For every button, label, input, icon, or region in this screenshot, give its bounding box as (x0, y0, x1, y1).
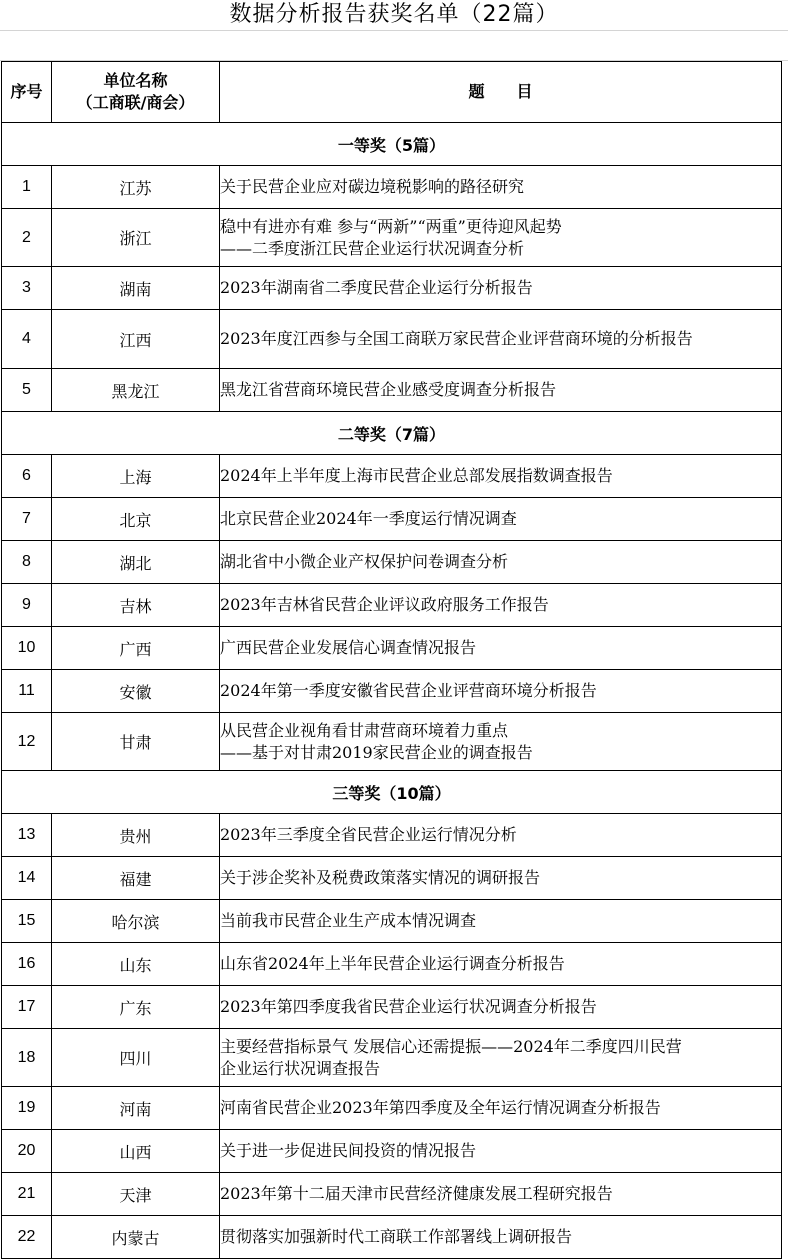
table-row (2, 814, 782, 857)
row-number: 16 (2, 943, 52, 986)
row-unit: 四川 (52, 1029, 220, 1087)
row-number: 17 (2, 986, 52, 1029)
row-unit: 安徽 (52, 670, 220, 713)
row-number: 12 (2, 713, 52, 771)
header-unit-line1: 单位名称 (103, 71, 168, 90)
document-title: 数据分析报告获奖名单（22篇） (229, 2, 559, 27)
row-number: 5 (2, 369, 52, 412)
table-row (2, 943, 782, 986)
row-title-line: 从民营企业视角看甘肃营商环境着力重点 (220, 720, 509, 740)
section-header-row (2, 412, 782, 455)
row-unit: 湖南 (52, 267, 220, 310)
row-number: 1 (2, 166, 52, 209)
row-title-line: 河南省民营企业2023年第四季度及全年运行情况调查分析报告 (220, 1098, 661, 1117)
row-unit: 哈尔滨 (52, 900, 220, 943)
row-title (220, 900, 782, 943)
table-row (2, 670, 782, 713)
row-unit: 山东 (52, 943, 220, 986)
row-title-line: 黑龙江省营商环境民营企业感受度调查分析报告 (220, 380, 557, 399)
row-title (220, 166, 782, 209)
row-title (220, 627, 782, 670)
table-row (2, 627, 782, 670)
table-row (2, 541, 782, 584)
row-number: 19 (2, 1087, 52, 1130)
row-number: 10 (2, 627, 52, 670)
row-title-line: 关于涉企奖补及税费政策落实情况的调研报告 (220, 868, 541, 887)
row-number: 7 (2, 498, 52, 541)
row-title-line: 贯彻落实加强新时代工商联工作部署线上调研报告 (220, 1227, 573, 1246)
section-header-row (2, 123, 782, 166)
row-title-line: 山东省2024年上半年民营企业运行调查分析报告 (220, 954, 565, 973)
row-title-line: 2023年湖南省二季度民营企业运行分析报告 (220, 278, 533, 297)
table-row (2, 455, 782, 498)
row-unit: 北京 (52, 498, 220, 541)
row-title (220, 713, 782, 771)
row-unit: 广西 (52, 627, 220, 670)
row-title-line: 湖北省中小微企业产权保护问卷调查分析 (220, 552, 509, 571)
table-row (2, 1216, 782, 1259)
row-title (220, 267, 782, 310)
row-title (220, 369, 782, 412)
awards-table (1, 61, 782, 1259)
header-unit (52, 62, 220, 123)
row-title (220, 1130, 782, 1173)
table-row (2, 900, 782, 943)
table-row (2, 584, 782, 627)
row-unit: 山西 (52, 1130, 220, 1173)
table-row (2, 310, 782, 369)
row-unit: 福建 (52, 857, 220, 900)
table-row (2, 209, 782, 267)
row-unit: 内蒙古 (52, 1216, 220, 1259)
table-row (2, 1087, 782, 1130)
row-number: 6 (2, 455, 52, 498)
row-title (220, 310, 782, 369)
row-number: 11 (2, 670, 52, 713)
row-number: 4 (2, 310, 52, 369)
row-title-line: 北京民营企业2024年一季度运行情况调查 (220, 509, 517, 528)
row-title-line: ——基于对甘肃2019家民营企业的调查报告 (220, 742, 533, 762)
row-number: 2 (2, 209, 52, 267)
row-unit: 甘肃 (52, 713, 220, 771)
row-title (220, 584, 782, 627)
row-title (220, 541, 782, 584)
row-unit: 黑龙江 (52, 369, 220, 412)
row-title (220, 1173, 782, 1216)
header-title: 题 目 (220, 62, 782, 123)
table-row (2, 267, 782, 310)
row-title-line: 2023年三季度全省民营企业运行情况分析 (220, 825, 517, 844)
row-number: 14 (2, 857, 52, 900)
row-number: 15 (2, 900, 52, 943)
table-row (2, 986, 782, 1029)
row-number: 20 (2, 1130, 52, 1173)
row-unit: 河南 (52, 1087, 220, 1130)
row-number: 9 (2, 584, 52, 627)
row-unit: 天津 (52, 1173, 220, 1216)
row-title-line: 关于民营企业应对碳边境税影响的路径研究 (220, 177, 525, 196)
row-number: 8 (2, 541, 52, 584)
row-number: 22 (2, 1216, 52, 1259)
row-title (220, 814, 782, 857)
sheet-gridline (0, 30, 788, 31)
row-title-line: 关于进一步促进民间投资的情况报告 (220, 1141, 477, 1160)
row-title-line: ——二季度浙江民营企业运行状况调查分析 (220, 238, 525, 258)
row-title-line: 2023年吉林省民营企业评议政府服务工作报告 (220, 595, 549, 614)
table-row (2, 498, 782, 541)
row-unit: 上海 (52, 455, 220, 498)
table-row (2, 857, 782, 900)
row-number: 18 (2, 1029, 52, 1087)
row-unit: 贵州 (52, 814, 220, 857)
row-title-line: 广西民营企业发展信心调查情况报告 (220, 638, 477, 657)
row-unit: 江苏 (52, 166, 220, 209)
row-title-line: 2023年第十二届天津市民营经济健康发展工程研究报告 (220, 1184, 613, 1203)
table-row (2, 369, 782, 412)
row-title-line: 企业运行状况调查报告 (220, 1058, 381, 1078)
awards-table-body (2, 62, 782, 1259)
table-row (2, 1029, 782, 1087)
row-title-line: 2023年度江西参与全国工商联万家民营企业评营商环境的分析报告 (220, 329, 693, 348)
row-title (220, 943, 782, 986)
row-title (220, 670, 782, 713)
row-title-line: 稳中有进亦有难 参与“两新”“两重”更待迎风起势 (220, 216, 562, 236)
row-title (220, 1087, 782, 1130)
table-row (2, 1130, 782, 1173)
row-number: 13 (2, 814, 52, 857)
row-title-line: 2023年第四季度我省民营企业运行状况调查分析报告 (220, 997, 597, 1016)
table-header-row (2, 62, 782, 123)
row-title (220, 857, 782, 900)
row-title-line: 2024年第一季度安徽省民营企业评营商环境分析报告 (220, 681, 597, 700)
row-title (220, 209, 782, 267)
row-title-line: 当前我市民营企业生产成本情况调查 (220, 911, 477, 930)
row-number: 21 (2, 1173, 52, 1216)
row-title (220, 1029, 782, 1087)
table-row (2, 166, 782, 209)
row-title-line: 2024年上半年度上海市民营企业总部发展指数调查报告 (220, 466, 613, 485)
row-unit: 广东 (52, 986, 220, 1029)
row-title (220, 455, 782, 498)
row-unit: 江西 (52, 310, 220, 369)
section-label: 三等奖（10篇） (2, 771, 782, 814)
header-no: 序号 (2, 62, 52, 123)
row-title (220, 1216, 782, 1259)
row-unit: 湖北 (52, 541, 220, 584)
row-title-line: 主要经营指标景气 发展信心还需提振——2024年二季度四川民营 (220, 1036, 682, 1056)
table-row (2, 713, 782, 771)
section-header-row (2, 771, 782, 814)
row-title (220, 498, 782, 541)
row-number: 3 (2, 267, 52, 310)
row-unit: 吉林 (52, 584, 220, 627)
section-label: 二等奖（7篇） (2, 412, 782, 455)
table-row (2, 1173, 782, 1216)
section-label: 一等奖（5篇） (2, 123, 782, 166)
row-title (220, 986, 782, 1029)
row-unit: 浙江 (52, 209, 220, 267)
header-unit-line2: （工商联/商会） (76, 93, 195, 112)
